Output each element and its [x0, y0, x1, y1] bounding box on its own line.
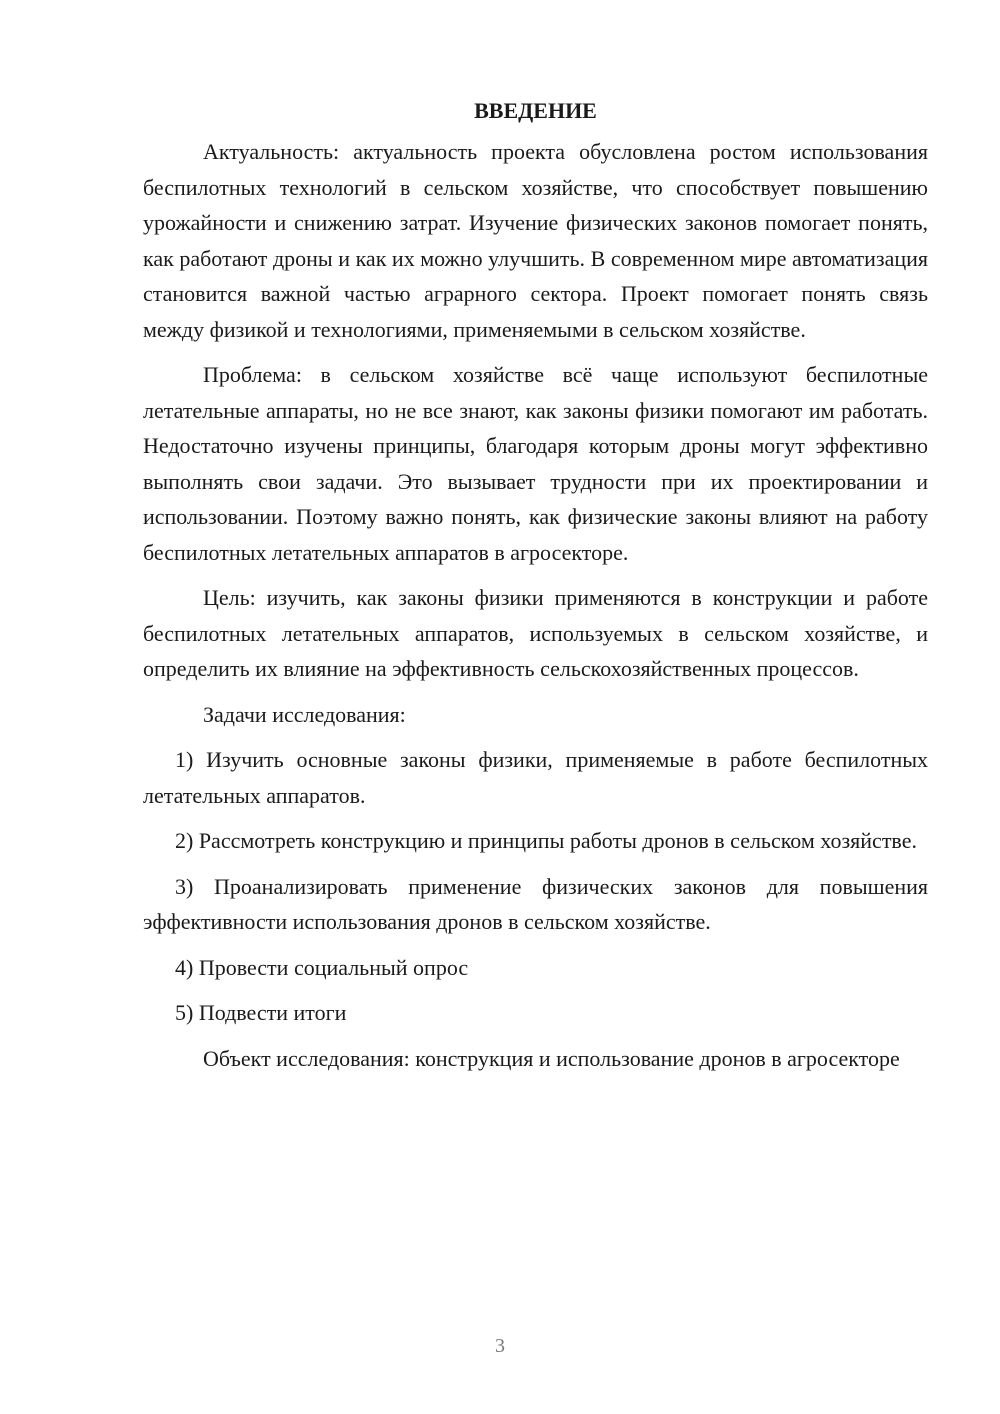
paragraph-relevance: Актуальность: актуальность проекта обусловлена ростом использования беспилотных технологий в сельском хозяйстве, что способствует повышению урожайности и снижению затрат. Изучение физических законов помогает понять, как работают дроны и как их можно улучшить. В современном мире автоматизация становится важной частью аграрного сектора. Проект помогает понять связь между физикой и технологиями, применяемыми в сельском хозяйстве. [143, 139, 928, 342]
task-item-5: 5) Подвести итоги [175, 1000, 347, 1025]
task-item-2: 2) Рассмотреть конструкцию и принципы работы дронов в сельском хозяйстве. [175, 828, 917, 853]
task-item-4: 4) Провести социальный опрос [175, 954, 469, 980]
paragraph-problem: Проблема: в сельском хозяйстве всё чаще используют беспилотные летательные аппараты, но не все знают, как законы физики помогают им работать. Недостаточно изучены принципы, благодаря которым дроны могут эффективно выполнять свои задачи. Это вызывает трудности при их проектировании и использовании. Поэтому важно понять, как физические законы влияют на работу беспилотных летательных аппаратов в агросекторе. [143, 362, 928, 565]
tasks-title: Задачи исследования: [203, 701, 406, 727]
tasks-list [143, 742, 928, 1031]
page-number: 3 [495, 1335, 505, 1357]
paragraph-goal: Цель: изучить, как законы физики применяются в конструкции и работе беспилотных летательных аппаратов, используемых в сельском хозяйстве, и определить их влияние на эффективность сельскохозяйственных процессов. [143, 585, 928, 681]
section-heading: ВВЕДЕНИЕ [474, 98, 597, 123]
document-page [143, 96, 928, 1086]
paragraph-object: Объект исследования: конструкция и использование дронов в агросекторе [203, 1045, 900, 1071]
task-item-1: 1) Изучить основные законы физики, применяемые в работе беспилотных летательных аппаратов. [143, 747, 928, 808]
task-item-3: 3) Проанализировать применение физических законов для повышения эффективности использования дронов в сельском хозяйстве. [143, 873, 928, 934]
